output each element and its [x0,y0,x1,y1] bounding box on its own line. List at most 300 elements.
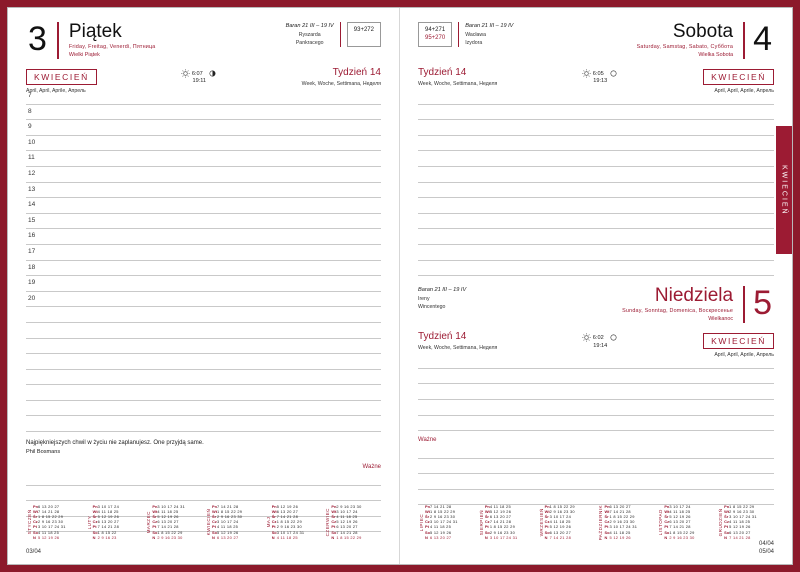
mini-calendar-dates: 5 12 19 26 [157,513,179,519]
mini-calendar-dates: 3 10 17 24 31 [276,529,305,535]
writing-line[interactable] [418,105,774,121]
mini-calendar-dates: 7 14 21 28 [38,508,60,514]
quote-text: Najpiękniejszych chwil w życiu nie zaplanujesz. One przyjdą same. [26,440,204,447]
mini-calendar-weekday: Śr [92,513,97,519]
sun-icon [582,333,591,342]
mini-calendar-dates: 4 11 18 25 [669,508,691,514]
hour-label: 19 [28,279,36,287]
mini-calendar-dates: 4 11 18 25 [336,513,358,519]
writing-line[interactable] [26,167,381,183]
mini-calendar [478,504,535,540]
writing-line[interactable] [418,229,774,245]
mini-calendar-dates: 1 8 15 22 29 [729,503,755,509]
mini-calendar-weekday: Śr [152,513,157,519]
mini-calendar-month-name: KWIECIEŃ [206,508,212,536]
mini-calendar-dates: 3 10 17 24 [549,513,572,519]
right-page [400,8,792,564]
mini-calendar-dates: 1 8 15 22 29 [157,529,183,535]
mini-calendar-dates: 4 11 18 25 [549,519,571,525]
hour-label: 20 [28,294,36,302]
mini-calendar-dates: 4 11 18 25 [38,529,60,535]
saturday-nameday-2: Izydora [465,39,483,46]
right-important-label: Ważne [418,437,437,444]
mini-calendar-weekday: Śr [212,513,217,519]
mini-calendar-weekday: Cz [212,519,217,525]
hour-label: 10 [28,138,36,146]
month-tag: KWIECIEŃ [26,69,97,85]
writing-line[interactable] [26,370,381,386]
mini-calendar-month-name: MARZEC [146,510,152,533]
writing-line[interactable] [418,353,774,369]
right-page-number [759,540,774,556]
writing-line[interactable] [418,443,774,459]
mini-calendar-month-name: SIERPIEŃ [478,509,484,535]
saturday-day-count-badge [418,22,452,47]
mini-calendar-dates: 5 12 19 26 [38,534,60,540]
mini-calendar-dates: 1 8 15 22 29 [336,534,362,540]
writing-line[interactable] [26,276,381,292]
writing-line[interactable] [26,105,381,121]
nameday-2: Pankracego [295,39,324,46]
saturday-header [418,22,774,59]
mini-calendar-dates: 6 13 20 27 [157,519,179,525]
mini-calendar-dates: 7 14 21 28 [97,524,120,530]
mini-calendar-weekday: Pn [92,503,98,509]
mini-calendar-dates: 7 14 21 28 [336,529,358,535]
right-mini-calendars [418,504,774,540]
mini-calendar-dates: 6 13 20 27 [729,529,751,535]
hour-label: 8 [28,107,32,115]
mini-calendar-dates: 6 13 20 27 [430,534,452,540]
mini-calendar-dates: 4 11 18 25 [729,519,751,525]
mini-calendar-dates: 2 9 16 23 30 [157,534,183,540]
mini-calendar-weekday: So [484,529,490,535]
mini-calendar-dates: 3 10 17 24 [97,503,120,509]
writing-line[interactable] [26,416,381,432]
writing-line[interactable] [418,167,774,183]
mini-calendar-weekday: Pn [664,503,670,509]
sunday-header [418,286,774,323]
writing-line[interactable] [418,459,774,475]
mini-calendar-weekday: So [152,529,158,535]
sunday-sunset-time: 19:14 [593,342,608,349]
mini-calendar-weekday: So [271,529,277,535]
right-notes-lines[interactable] [418,443,774,505]
writing-line[interactable] [418,151,774,167]
mini-calendar [86,504,143,540]
sun-icon [582,69,591,78]
writing-line[interactable] [418,89,774,105]
week-translations: Week, Woche, Settimana, Неделя [301,81,381,87]
mini-calendar-dates: 4 11 18 25 [276,534,298,540]
mini-calendar-weekday: Śr [544,513,549,519]
mini-calendar-dates: 2 9 16 23 30 [430,513,456,519]
mini-calendar-weekday: Cz [92,519,98,525]
mini-calendar-weekday: Pn [604,503,610,509]
mini-calendar-weekday: Pt [425,524,429,530]
writing-line[interactable] [418,384,774,400]
saturday-sunrise-time: 6:05 [592,70,604,77]
saturday-week-translations: Week, Woche, Settimana, Неделя [418,81,498,87]
sunday-day-translations: Sunday, Sonntag, Domenica, Воскресенье [622,308,734,315]
mini-calendar-dates: 2 9 16 23 30 [609,519,635,525]
mini-calendar-weekday: Pt [604,524,609,530]
sunday-nameday-2: Wincentego [418,303,446,310]
left-mini-calendars [26,504,381,540]
day-count-badge: 93+272 [347,22,381,47]
mini-calendar-weekday: Śr [604,513,609,519]
mini-calendar-dates: 6 13 20 27 [609,503,631,509]
mini-calendar-month-name: STYCZEŃ [27,509,32,535]
moon-icon [208,69,217,78]
mini-calendar-row [425,535,475,540]
mini-calendar-weekday: Śr [664,513,669,519]
mini-calendar-weekday: Wt [331,508,337,514]
writing-line[interactable] [26,323,381,339]
mini-calendar-dates: 5 12 19 26 [336,519,358,525]
mini-calendar-weekday: Pn [33,503,38,509]
moon-icon [609,333,618,342]
zodiac-divider [340,22,341,47]
writing-line[interactable] [26,385,381,401]
mini-calendar-dates: 6 13 20 27 [38,503,60,509]
mini-calendar-dates: 5 12 19 26 [729,524,751,530]
mini-calendar-weekday: Cz [484,519,490,525]
left-writing-lines[interactable] [26,89,381,432]
writing-line[interactable] [26,214,381,230]
mini-calendar-weekday: Pt [724,524,729,530]
day-number: 3 [28,20,47,58]
mini-calendar-month-name: LISTOPAD [658,508,664,535]
mini-calendar-weekday: N [92,534,96,540]
mini-calendar-row [545,535,595,540]
mini-calendar-weekday: N [724,534,727,540]
mini-calendar-dates: 4 11 18 25 [97,508,119,514]
mini-calendar-dates: 4 11 18 25 [157,508,179,514]
sunday-zodiac-label: Baran 21 III – 19 IV [418,287,467,294]
hour-label: 9 [28,123,32,131]
mini-calendar [265,504,322,540]
saturday-month-bar [418,67,774,94]
hour-label: 18 [28,263,36,271]
mini-calendar-month-name: CZERWIEC [325,507,331,536]
mini-calendar-weekday: N [604,534,608,540]
mini-calendar-dates: 5 12 19 26 [609,534,631,540]
saturday-sunset-time: 19:13 [593,78,608,85]
mini-calendar-dates: 5 12 19 26 [549,524,572,530]
mini-calendar-weekday: Pt [212,524,216,530]
mini-calendar-row [93,535,143,540]
saturday-zodiac-label: Baran 21 III – 19 IV [465,23,514,29]
mini-calendar-dates: 3 10 17 24 31 [729,513,757,519]
mini-calendar-row [604,535,654,540]
hour-label: 11 [28,154,35,162]
mini-calendar-dates: 4 11 18 25 [609,529,631,535]
mini-calendar-row [485,535,535,540]
sunday-day-name: Niedziela [654,285,734,307]
mini-calendar-weekday: Wt [425,508,430,514]
mini-calendar [597,504,654,540]
mini-calendar-dates: 4 11 18 25 [217,524,239,530]
mini-calendar-dates: 2 9 16 23 30 [549,508,575,514]
mini-calendar-dates: 1 8 15 22 29 [549,503,575,509]
sunday-week-translations: Week, Woche, Settimana, Неделя [418,345,498,352]
mini-calendar-dates: 2 9 16 23 [97,534,117,540]
sunrise-time: 6:07 [191,70,203,77]
writing-line[interactable] [418,245,774,261]
mini-calendar-dates: 3 10 17 24 31 [609,524,638,530]
mini-calendar-weekday: N [271,534,275,540]
saturday-nameday-1: Wacława [465,32,487,38]
mini-calendar-weekday: So [604,529,610,535]
mini-calendar-weekday: Wt [664,508,670,514]
writing-line[interactable] [26,198,381,214]
mini-calendar-dates: 2 9 16 23 30 [489,529,516,535]
writing-line[interactable] [26,183,381,199]
sunday-day-number: 5 [753,284,772,323]
mini-calendar-dates: 1 8 15 22 29 [430,508,456,514]
mini-calendar-weekday: N [33,534,36,540]
month-tab-label: KWIECIEŃ [780,164,788,216]
mini-calendar-dates: 2 9 16 23 30 [217,513,243,519]
month-tab-kwiecien[interactable] [776,126,792,254]
sunday-sunrise-time: 6:02 [592,335,604,342]
mini-calendar [538,504,595,540]
mini-calendar-dates: 6 13 20 27 [669,519,691,525]
day-name: Piątek [68,21,122,42]
mini-calendar-weekday: Pt [152,524,157,530]
mini-calendar-weekday: Pt [271,524,276,530]
mini-calendar-weekday: N [331,534,335,540]
writing-line[interactable] [26,229,381,245]
mini-calendar-row [152,535,202,540]
left-header [26,22,381,59]
important-label: Ważne [362,464,381,471]
mini-calendar-dates: 2 9 16 23 30 [729,508,755,514]
sunday-writing-lines[interactable] [418,353,774,431]
mini-calendar [717,504,774,540]
mini-calendar-dates: 4 11 18 25 [430,524,452,530]
mini-calendar-dates: 1 8 15 22 29 [276,519,302,525]
left-month-bar [26,67,381,94]
mini-calendar-weekday: So [33,529,38,535]
quote-block [26,439,381,457]
saturday-day-count-top: 94+271 [425,27,446,33]
mini-calendar-weekday: Pn [212,503,217,509]
saturday-holiday-label: Wielka Sobota [698,52,734,58]
mini-calendar-weekday: So [724,529,730,535]
mini-calendar-dates: 1 8 15 22 29 [217,508,243,514]
mini-calendar-weekday: N [484,534,488,540]
week-tag: Tydzień 14 [332,67,381,78]
mini-calendar-dates: 3 10 17 24 31 [38,524,66,530]
writing-line[interactable] [418,400,774,416]
writing-line[interactable] [26,151,381,167]
mini-calendar-weekday: So [425,529,430,535]
writing-line[interactable] [26,136,381,152]
mini-calendar [205,504,262,540]
left-page-number: 03/04 [26,549,42,555]
mini-calendar-weekday: Śr [271,513,276,519]
mini-calendar-weekday: N [544,534,548,540]
holiday-label: Wielki Piątek [68,52,100,58]
mini-calendar-month-name: LIPIEC [419,513,424,531]
mini-calendar-dates: 3 10 17 24 [336,508,358,514]
mini-calendar-weekday: Pn [271,503,277,509]
mini-calendar-weekday: Wt [484,508,490,514]
mini-calendar-weekday: Pt [33,524,37,530]
writing-line[interactable] [26,470,381,486]
mini-calendar-weekday: Cz [152,519,158,525]
sunday-nameday-1: Ireny [418,296,430,303]
mini-calendar-weekday: Śr [331,513,336,519]
mini-calendar-weekday: N [152,534,156,540]
writing-line[interactable] [418,474,774,490]
mini-calendar-dates: 3 10 17 24 31 [489,534,518,540]
sunday-month-bar [418,331,774,359]
sunday-month-tag: KWIECIEŃ [703,333,774,349]
writing-line[interactable] [418,198,774,214]
mini-calendar-dates: 1 8 15 22 29 [489,524,516,530]
mini-calendar-weekday: Wt [152,508,158,514]
writing-line[interactable] [26,354,381,370]
mini-calendar-dates: 6 13 20 27 [336,524,358,530]
mini-calendar-weekday: Cz [664,519,670,525]
writing-line[interactable] [26,245,381,261]
writing-line[interactable] [26,120,381,136]
mini-calendar-weekday: N [212,534,215,540]
mini-calendar-weekday: Pt [544,524,549,530]
hour-label: 14 [28,201,36,209]
quote-author: Phil Bosmans [26,449,61,456]
month-translations: April, April, Aprile, Апрель [26,88,86,94]
saturday-day-number: 4 [753,20,772,58]
sunday-month-translations: April, April, Aprile, Апрель [714,352,774,359]
mini-calendar-dates: 7 14 21 28 [276,513,299,519]
planner-spread [8,8,792,564]
mini-calendar-month-name: GRUDZIEŃ [718,507,724,536]
sunday-holiday-label: Wielkanoc [708,316,734,323]
mini-calendar-dates: 7 14 21 28 [430,503,452,509]
mini-calendar-dates: 6 13 20 27 [217,534,239,540]
mini-calendar-weekday: Śr [425,513,430,519]
mini-calendar-dates: 1 8 15 22 29 [669,529,695,535]
mini-calendar-weekday: So [331,529,337,535]
mini-calendar-month-name: LUTY [86,514,92,529]
mini-calendar-dates: 1 8 15 22 [97,529,117,535]
mini-calendar-dates: 7 14 21 28 [669,524,691,530]
mini-calendar-weekday: Pt [664,524,669,530]
mini-calendar-dates: 7 14 21 28 [217,503,239,509]
writing-line[interactable] [26,292,381,308]
hour-label: 7 [28,92,32,99]
mini-calendar-weekday: Wt [92,508,98,514]
writing-line[interactable] [418,183,774,199]
mini-calendar-weekday: Cz [271,519,277,525]
mini-calendar-dates: 3 10 17 24 [669,503,691,509]
mini-calendar-weekday: Cz [604,519,610,525]
mini-calendar-dates: 5 12 19 26 [430,529,452,535]
hour-label: 13 [28,185,36,193]
mini-calendar-weekday: Wt [33,508,38,514]
mini-calendar-weekday: So [664,529,670,535]
mini-calendar-dates: 5 12 19 26 [217,529,239,535]
mini-calendar-weekday: Cz [724,519,729,525]
writing-line[interactable] [418,416,774,432]
mini-calendar-weekday: Pn [544,503,550,509]
saturday-day-translations: Saturday, Samstag, Sabato, Суббота [636,44,734,50]
hour-label: 15 [28,216,36,224]
mini-calendar-dates: 6 13 20 27 [489,513,512,519]
mini-calendar-row [33,535,83,540]
mini-calendar-dates: 2 9 16 23 30 [669,534,695,540]
mini-calendar-weekday: So [212,529,217,535]
writing-line[interactable] [26,261,381,277]
writing-line[interactable] [418,369,774,385]
hour-label: 16 [28,232,36,240]
mini-calendar-dates: 3 10 17 24 31 [157,503,186,509]
mini-calendar-dates: 6 13 20 27 [276,508,299,514]
writing-line[interactable] [26,486,381,502]
mini-calendar-dates: 5 12 19 26 [97,513,120,519]
moon-icon [609,69,618,78]
zodiac-label: Baran 21 III – 19 IV [285,23,334,29]
mini-calendar-row [664,535,714,540]
saturday-month-tag: KWIECIEŃ [703,69,774,85]
mini-calendar [145,504,202,540]
mini-calendar-dates: 2 9 16 23 30 [38,519,64,525]
writing-line[interactable] [418,136,774,152]
saturday-month-translations: April, April, Aprile, Апрель [714,88,774,94]
mini-calendar-weekday: So [92,529,98,535]
mini-calendar-weekday: Cz [425,519,430,525]
mini-calendar-dates: 1 8 15 22 29 [609,513,635,519]
mini-calendar-dates: 2 9 16 23 30 [336,503,362,509]
saturday-day-name: Sobota [672,21,734,42]
mini-calendar-weekday: N [425,534,428,540]
writing-line[interactable] [418,261,774,277]
right-page-number-bottom: 05/04 [758,549,774,555]
mini-calendar-month-name: WRZESIEŃ [538,507,544,536]
mini-calendar-dates: 2 9 16 23 30 [276,524,302,530]
saturday-zodiac-divider [458,22,459,47]
mini-calendar-dates: 7 14 21 28 [157,524,179,530]
mini-calendar-dates: 6 13 20 27 [97,519,120,525]
mini-calendar [26,504,83,540]
mini-calendar-weekday: Wt [212,508,217,514]
mini-calendar-weekday: Pn [152,503,158,509]
hour-label: 12 [28,169,36,177]
saturday-writing-lines[interactable] [418,89,774,276]
writing-line[interactable] [26,307,381,323]
writing-line[interactable] [418,214,774,230]
mini-calendar-weekday: So [544,529,550,535]
mini-calendar-dates: 1 8 15 22 29 [38,513,64,519]
mini-calendar-dates: 7 14 21 28 [489,519,512,525]
writing-line[interactable] [26,339,381,355]
mini-calendar-row [212,535,262,540]
writing-line[interactable] [26,89,381,105]
writing-line[interactable] [418,120,774,136]
mini-calendar-weekday: Cz [33,519,38,525]
mini-calendar-weekday: Śr [484,513,489,519]
mini-calendar-dates: 5 12 19 26 [669,513,691,519]
writing-line[interactable] [26,401,381,417]
mini-calendar-weekday: Pt [92,524,97,530]
mini-calendar-weekday: Wt [604,508,610,514]
mini-calendar [657,504,714,540]
mini-calendar-dates: 4 11 18 25 [489,503,511,509]
